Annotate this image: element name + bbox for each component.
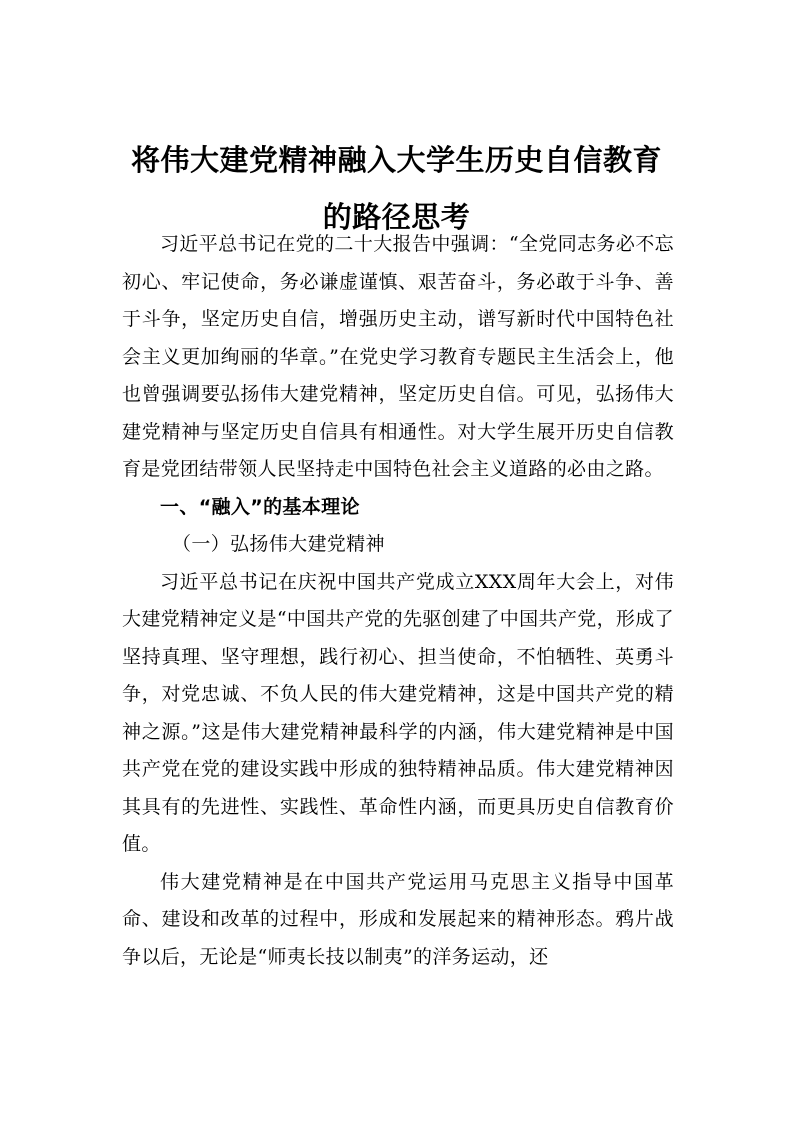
definition-paragraph: 习近平总书记在庆祝中国共产党成立XXX周年大会上，对伟大建党精神定义是“中国共产党的先驱创建了中国共产党，形成了坚持真理、坚守理想，践行初心、担当使命，不怕牺牲、英勇斗争，对党忠诚、不负人民的伟大建党精神，这是中国共产党的精神之源。”这是伟大建党精神最科学的内涵，伟大建党精神是中国共产党在党的建设实践中形成的独特精神品质。伟大建党精神因其具有的先进性、实践性、革命性内涵，而更具历史自信教育价值。 (122, 570, 674, 855)
subsection-heading: （一）弘扬伟大建党精神 (172, 533, 385, 555)
document-title-line-2: 的路径思考 (322, 200, 471, 234)
document-body (122, 226, 674, 976)
history-paragraph: 伟大建党精神是在中国共产党运用马克思主义指导中国革命、建设和改革的过程中，形成和发展起来的精神形态。鸦片战争以后，无论是“师夷长技以制夷”的洋务运动，还 (122, 870, 674, 968)
section-heading: 一、“融入”的基本理论 (160, 495, 360, 518)
intro-paragraph: 习近平总书记在党的二十大报告中强调：“全党同志务必不忘初心、牢记使命，务必谦虚谨慎、艰苦奋斗，务必敢于斗争、善于斗争，坚定历史自信，增强历史主动，谱写新时代中国特色社会主义更加绚丽的华章。”在党史学习教育专题民主生活会上，他也曾强调要弘扬伟大建党精神，坚定历史自信。可见，弘扬伟大建党精神与坚定历史自信具有相通性。对大学生展开历史自信教育是党团结带领人民坚持走中国特色社会主义道路的必由之路。 (122, 233, 674, 480)
document-title-line-1: 将伟大建党精神融入大学生历史自信教育 (130, 143, 662, 177)
